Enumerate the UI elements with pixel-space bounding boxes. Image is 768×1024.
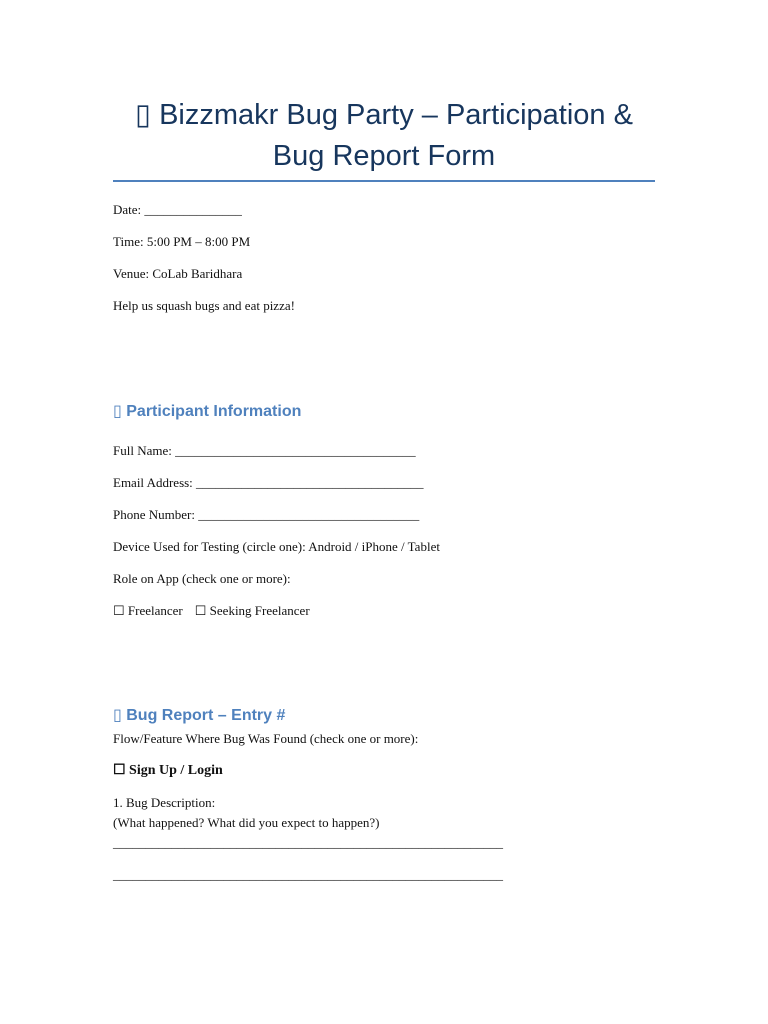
signup-login-checkbox[interactable]: ☐ Sign Up / Login (113, 763, 223, 778)
email-field: Email Address: ___________________________________ (113, 475, 424, 490)
page-title (100, 95, 668, 177)
role-options (113, 602, 310, 620)
bug-description-line-2: ____________________________________________________________ (113, 867, 503, 882)
time-text: Time: 5:00 PM – 8:00 PM (113, 234, 251, 249)
freelancer-checkbox[interactable]: ☐ Freelancer (113, 603, 183, 618)
tagline-text: Help us squash bugs and eat pizza! (113, 298, 295, 313)
flow-question: Flow/Feature Where Bug Was Found (check one or more): (113, 731, 419, 746)
bug-description-line-1: ____________________________________________________________ (113, 835, 503, 850)
device-question: Device Used for Testing (circle one): Android / iPhone / Tablet (113, 539, 440, 554)
bug-description-hint: (What happened? What did you expect to happen?) (113, 815, 380, 830)
page-title-line-1: ▯ Bizzmakr Bug Party – Participation & (135, 99, 633, 131)
venue-text: Venue: CoLab Baridhara (113, 266, 243, 281)
seeking-freelancer-checkbox[interactable]: ☐ Seeking Freelancer (194, 603, 310, 618)
bug-description-label: 1. Bug Description: (113, 795, 216, 810)
participant-information-heading: ▯ Participant Information (113, 403, 302, 420)
role-question: Role on App (check one or more): (113, 571, 291, 586)
title-underline (113, 180, 655, 182)
full-name-field: Full Name: _____________________________________ (113, 443, 416, 458)
phone-field: Phone Number: __________________________________ (113, 507, 420, 522)
page-title-line-2: Bug Report Form (272, 140, 496, 172)
bug-report-heading: ▯ Bug Report – Entry # (113, 707, 286, 724)
date-field: Date: _______________ (113, 202, 242, 217)
